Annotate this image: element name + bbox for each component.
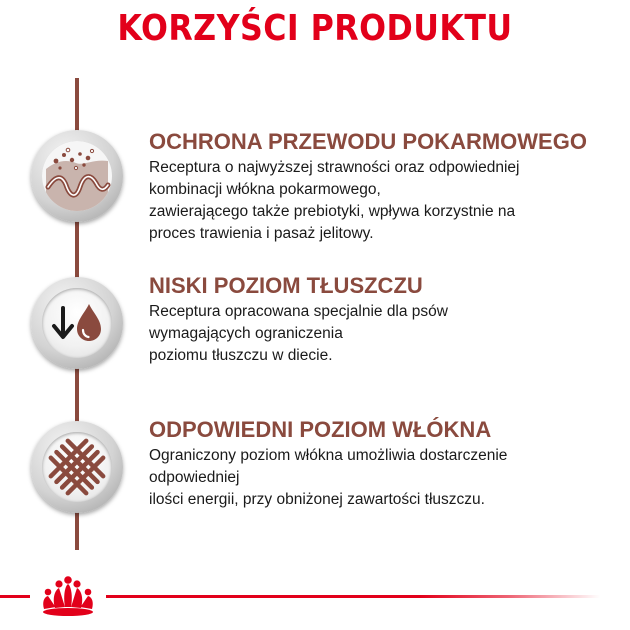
benefit-heading-low-fat: NISKI POZIOM TŁUSZCZU bbox=[149, 273, 423, 298]
royal-canin-crown-logo bbox=[30, 574, 106, 618]
fiber-icon bbox=[31, 421, 123, 513]
fat-drop-icon bbox=[77, 304, 101, 341]
description-line: Ograniczony poziom włókna umożliwia dostarczenie bbox=[149, 447, 508, 464]
digestive-tract-icon bbox=[31, 130, 123, 222]
description-line: odpowiedniej bbox=[149, 469, 240, 486]
description-line: proces trawienia i pasaż jelitowy. bbox=[149, 225, 374, 242]
description-line: poziomu tłuszczu w diecie. bbox=[149, 347, 333, 364]
page-title: KORZYŚCI PRODUKTU bbox=[117, 8, 513, 49]
description-line: Receptura opracowana specjalnie dla psów bbox=[149, 303, 448, 320]
description-line: Receptura o najwyższej strawności oraz odpowiedniej bbox=[149, 159, 520, 176]
benefit-description-digestive bbox=[149, 157, 619, 245]
description-line: wymagających ograniczenia bbox=[149, 325, 343, 342]
benefit-heading-fiber: ODPOWIEDNI POZIOM WŁÓKNA bbox=[149, 417, 492, 442]
benefit-description-low-fat bbox=[149, 301, 619, 367]
description-line: kombinacji włókna pokarmowego, bbox=[149, 181, 381, 198]
low-fat-icon bbox=[31, 277, 123, 369]
benefit-heading-digestive: OCHRONA PRZEWODU POKARMOWEGO bbox=[149, 129, 587, 154]
description-line: zawierającego także prebiotyki, wpływa korzystnie na bbox=[149, 203, 516, 220]
arrow-down-icon bbox=[54, 308, 72, 337]
description-line: ilości energii, przy obniżonej zawartości tłuszczu. bbox=[149, 491, 485, 508]
benefit-description-fiber bbox=[149, 445, 619, 511]
